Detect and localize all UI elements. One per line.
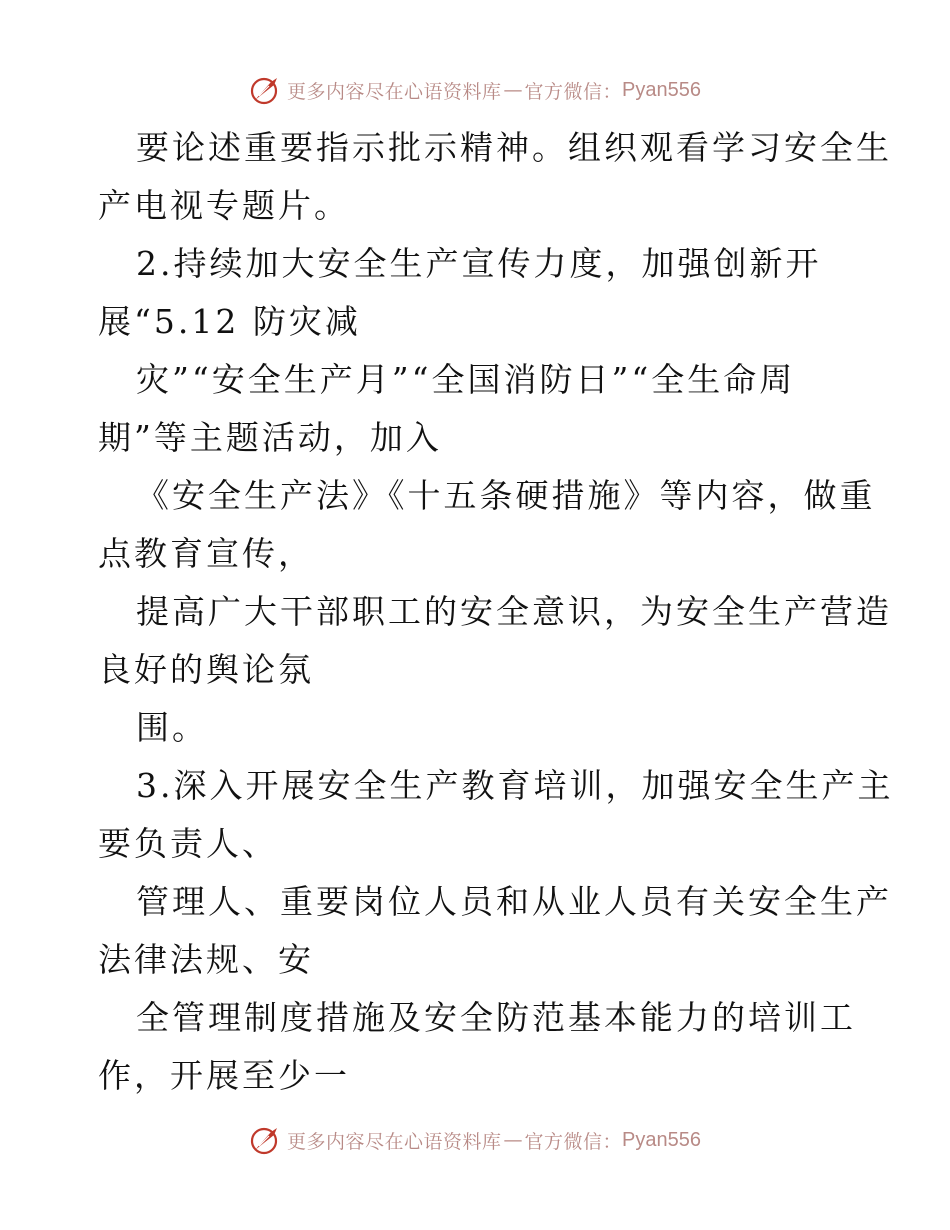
text-line: 点教育宣传，	[98, 534, 314, 573]
text-line: 作，开展至少一	[98, 1056, 350, 1095]
quill-logo-icon	[249, 1124, 281, 1156]
quill-logo-icon	[249, 74, 281, 106]
banner-wechat-label: 官方微信：	[524, 80, 623, 103]
text-line: 管理人、重要岗位人员和从业人员有关安全生产	[136, 882, 892, 921]
text-line: 期”等主题活动，加入	[98, 418, 442, 457]
text-line: 围。	[136, 708, 208, 747]
banner-site-text: 更多内容尽在心语资料库	[287, 80, 502, 103]
header-watermark-banner	[0, 70, 950, 110]
text-line: 产电视专题片。	[98, 186, 350, 225]
text-line: 3.深入开展安全生产教育培训，加强安全生产主	[136, 766, 894, 805]
text-line: 良好的舆论氛	[98, 650, 314, 689]
banner-separator: —	[503, 1129, 523, 1151]
text-line: 灾”“安全生产月”“全国消防日”“全生命周	[136, 360, 796, 399]
banner-site-text: 更多内容尽在心语资料库	[287, 1130, 502, 1153]
text-line: 展“5.12 防灾减	[98, 302, 361, 341]
text-line: 2.持续加大安全生产宣传力度，加强创新开	[136, 244, 822, 283]
text-line: 全管理制度措施及安全防范基本能力的培训工	[136, 998, 856, 1037]
text-line: 法律法规、安	[98, 940, 314, 979]
banner-separator: —	[503, 79, 523, 101]
banner-wechat-label: 官方微信：	[524, 1130, 623, 1153]
text-line: 要论述重要指示批示精神。组织观看学习安全生	[136, 128, 892, 167]
footer-watermark-banner	[0, 1120, 950, 1160]
text-line: 提高广大干部职工的安全意识，为安全生产营造	[136, 592, 892, 631]
banner-wechat-id: Pyan556	[622, 78, 701, 101]
text-line: 要负责人、	[98, 824, 278, 863]
banner-wechat-id: Pyan556	[622, 1128, 701, 1151]
text-line: 《安全生产法》《十五条硬措施》等内容，做重	[136, 476, 876, 515]
